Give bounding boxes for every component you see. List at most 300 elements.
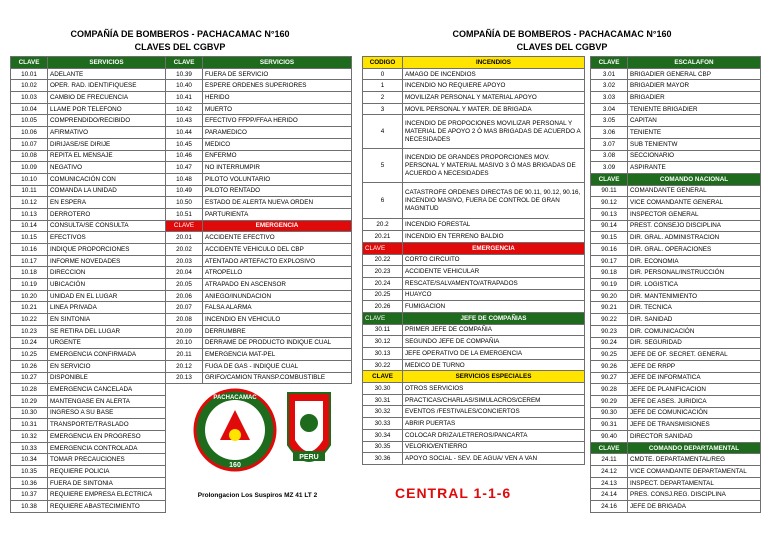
incendio-cell: INCENDIO DE GRANDES PROPORCIONES MOV. PERSONAL Y MATERIAL MASIVO 3 Ó MAS BRIGADAS DE ACUERDO A NECESIDADES <box>403 149 585 183</box>
departamental-row <box>591 477 761 489</box>
clave-cell: 10.20 <box>11 290 48 302</box>
rank-cell: CAPITAN <box>628 115 761 127</box>
code-cell: 3.05 <box>591 115 628 127</box>
service-cell: NO INTERRUMPIR <box>203 162 352 174</box>
code-cell: 30.36 <box>363 453 403 465</box>
subtitle-right: CLAVES DEL CGBVP <box>516 42 608 52</box>
nacional-row <box>591 232 761 244</box>
nacional-row <box>591 255 761 267</box>
nacional-row <box>591 314 761 326</box>
rank-cell: SUB TENIENTW <box>628 138 761 150</box>
code-cell: 20.26 <box>363 301 403 313</box>
code-cell: 90.26 <box>591 360 628 372</box>
code-cell: 2 <box>363 92 403 104</box>
header-cell: SERVICIOS ESPECIALES <box>403 371 585 383</box>
table-row <box>11 173 352 185</box>
clave-cell: 20.08 <box>166 314 203 326</box>
nacional-row <box>591 290 761 302</box>
rank-cell: TENIENTE BRIGADIER <box>628 103 761 115</box>
emergencia-row <box>363 301 585 313</box>
org-name-right: COMPAÑÍA DE BOMBEROS - PACHACAMAC N°160 <box>452 29 672 39</box>
desc-cell: PRACTICAS/CHARLAS/SIMULACROS/CEREM <box>403 394 585 406</box>
service-cell: CONSULTA/SE CONSULTA <box>48 220 166 232</box>
service-cell: ATRAPADO EN ASCENSOR <box>203 279 352 291</box>
desc-cell: DIRECTOR SANIDAD <box>628 431 761 443</box>
clave-cell: 20.02 <box>166 244 203 256</box>
code-cell: 3.06 <box>591 127 628 139</box>
emergencia-row <box>363 266 585 278</box>
clave-cell: 10.33 <box>11 442 48 454</box>
service-cell: EMERGENCIA CONFIRMADA <box>48 349 166 361</box>
service-cell: MANTENGASE EN ALERTA <box>48 395 166 407</box>
table-row <box>11 267 352 279</box>
desc-cell: DIR. GRAL. ADMINISTRACION <box>628 232 761 244</box>
table-row <box>11 290 352 302</box>
clave-cell: 10.05 <box>11 115 48 127</box>
table-row <box>11 208 352 220</box>
table-row <box>11 115 352 127</box>
table-row <box>11 360 352 372</box>
clave-cell: 20.04 <box>166 267 203 279</box>
nacional-row <box>591 407 761 419</box>
nacional-row <box>591 325 761 337</box>
especiales-row <box>363 453 585 465</box>
code-cell: 90.16 <box>591 244 628 256</box>
service-cell: ATENTADO ARTEFACTO EXPLOSIVO <box>203 255 352 267</box>
service-cell: DERRUMBRE <box>203 325 352 337</box>
rank-row <box>591 92 761 104</box>
clave-cell: 10.45 <box>166 138 203 150</box>
service-cell: CAMBIO DE FRECUENCIA <box>48 92 166 104</box>
desc-cell: OTROS SERVICIOS <box>403 383 585 395</box>
code-cell: 90.23 <box>591 325 628 337</box>
peru-shield-logo <box>288 393 330 461</box>
code-cell: 30.35 <box>363 441 403 453</box>
desc-cell: HUAYCO <box>403 289 585 301</box>
service-cell: REQUIERE EMPRESA ELECTRICA <box>48 489 166 501</box>
nacional-row <box>591 244 761 256</box>
clave-cell: 20.09 <box>166 325 203 337</box>
departamental-row <box>591 466 761 478</box>
departamental-row <box>591 501 761 513</box>
code-cell: 90.14 <box>591 220 628 232</box>
clave-cell: 10.10 <box>11 173 48 185</box>
departamental-row <box>591 489 761 501</box>
clave-cell: 10.01 <box>11 68 48 80</box>
incendio-row <box>363 115 585 149</box>
code-cell: 6 <box>363 183 403 219</box>
service-cell: EMERGENCIA CONTROLADA <box>48 442 166 454</box>
table-row <box>11 92 352 104</box>
code-cell: 24.12 <box>591 466 628 478</box>
code-cell: 90.31 <box>591 419 628 431</box>
code-cell: 90.11 <box>591 185 628 197</box>
clave-cell: 10.15 <box>11 232 48 244</box>
header-cell: CLAVE <box>591 57 628 69</box>
service-cell: ACCIDENTE VEHICULO DEL CBP <box>203 244 352 256</box>
header-cell: CLAVE <box>166 57 203 69</box>
code-cell: 90.17 <box>591 255 628 267</box>
header-row <box>591 57 761 69</box>
code-cell: 3.01 <box>591 68 628 80</box>
clave-cell: 10.39 <box>166 68 203 80</box>
clave-cell: 10.32 <box>11 431 48 443</box>
clave-cell: 10.44 <box>166 127 203 139</box>
clave-cell: 10.30 <box>11 407 48 419</box>
emergencia-row <box>363 289 585 301</box>
table-row <box>11 279 352 291</box>
incendio-cell: INCENDIO EN TERRENO BALDIO <box>403 231 585 243</box>
address: Prolongacion Los Suspiros MZ 41 LT 2 <box>197 492 318 499</box>
clave-cell: 10.36 <box>11 477 48 489</box>
service-cell: EFECTIVOS <box>48 232 166 244</box>
desc-cell: PREST. CONSEJO DISCIPLINA <box>628 220 761 232</box>
title-right <box>362 28 762 54</box>
nacional-row <box>591 384 761 396</box>
table-row <box>11 302 352 314</box>
especiales-row <box>363 418 585 430</box>
code-cell: 30.31 <box>363 394 403 406</box>
especiales-row <box>363 383 585 395</box>
code-cell: 90.19 <box>591 279 628 291</box>
incendio-cell: MOVILIZAR PERSONAL Y MATERIAL APOYO <box>403 92 585 104</box>
code-cell: 30.33 <box>363 418 403 430</box>
clave-cell: 10.37 <box>11 489 48 501</box>
clave-cell: 20.06 <box>166 290 203 302</box>
desc-cell: DIR. TECNICA <box>628 302 761 314</box>
service-cell: HERIDO <box>203 92 352 104</box>
header-cell: COMANDO NACIONAL <box>628 173 761 185</box>
header-cell: EMERGENCIA <box>403 242 585 254</box>
nacional-row <box>591 337 761 349</box>
desc-cell: PRES. CONSJ.REG. DISCIPLINA <box>628 489 761 501</box>
header-row <box>363 57 585 69</box>
code-cell: 3.09 <box>591 162 628 174</box>
header-cell: CLAVE <box>363 242 403 254</box>
table-row <box>11 337 352 349</box>
header-cell: CODIGO <box>363 57 403 69</box>
header-cell: SERVICIOS <box>203 57 352 69</box>
code-cell: 90.20 <box>591 290 628 302</box>
rank-row <box>591 103 761 115</box>
especiales-row <box>363 429 585 441</box>
emergencia-header-row <box>363 242 585 254</box>
service-cell: OPER. RAD. IDENTIFIQUESE <box>48 80 166 92</box>
jefe-row <box>363 348 585 360</box>
desc-cell: DIR. ECONOMIA <box>628 255 761 267</box>
rank-cell: SECCIONARIO <box>628 150 761 162</box>
clave-cell: 20.10 <box>166 337 203 349</box>
incendio-row <box>363 103 585 115</box>
table-row <box>11 349 352 361</box>
nacional-row <box>591 185 761 197</box>
clave-cell: 10.07 <box>11 138 48 150</box>
code-cell: 0 <box>363 68 403 80</box>
logo-group <box>190 385 340 485</box>
clave-cell: 10.29 <box>11 395 48 407</box>
clave-cell: 10.40 <box>166 80 203 92</box>
nacional-row <box>591 372 761 384</box>
nacional-row <box>591 220 761 232</box>
code-cell: 3.02 <box>591 80 628 92</box>
incendio-row <box>363 219 585 231</box>
clave-cell: 10.25 <box>11 349 48 361</box>
clave-cell: 10.41 <box>166 92 203 104</box>
clave-cell: 10.12 <box>11 197 48 209</box>
jefe-header-row <box>363 312 585 324</box>
code-cell: 20.22 <box>363 254 403 266</box>
service-cell: COMPRENDIDO/RECIBIDO <box>48 115 166 127</box>
code-cell: 90.22 <box>591 314 628 326</box>
code-cell: 30.32 <box>363 406 403 418</box>
code-cell: 20.24 <box>363 277 403 289</box>
table-row <box>11 150 352 162</box>
especiales-row <box>363 441 585 453</box>
desc-cell: DIR. SANIDAD <box>628 314 761 326</box>
desc-cell: DIR. COMUNICACIÓN <box>628 325 761 337</box>
rank-cell: BRIGADIER <box>628 92 761 104</box>
clave-cell: 10.02 <box>11 80 48 92</box>
rank-cell: BRIGADIER MAYOR <box>628 80 761 92</box>
desc-cell: DIR. GRAL. OPERACIONES <box>628 244 761 256</box>
rank-row <box>591 150 761 162</box>
clave-cell: 10.24 <box>11 337 48 349</box>
code-cell: 20.2 <box>363 219 403 231</box>
desc-cell: ACCIDENTE VEHICULAR <box>403 266 585 278</box>
table-row <box>11 325 352 337</box>
nacional-row <box>591 349 761 361</box>
service-cell: DERRAME DE PRODUCTO INDIQUE CUAL <box>203 337 352 349</box>
desc-cell: JEFE OPERATIVO DE LA EMERGENCIA <box>403 348 585 360</box>
service-cell: EFECTIVO FFPP/FFAA HERIDO <box>203 115 352 127</box>
clave-cell: 10.28 <box>11 384 48 396</box>
desc-cell: INSPECT. DEPARTAMENTAL <box>628 477 761 489</box>
service-cell: ANIEGO/INUNDACION <box>203 290 352 302</box>
table-row <box>11 220 352 232</box>
code-cell: 90.18 <box>591 267 628 279</box>
service-cell: INDIQUE PROPORCIONES <box>48 244 166 256</box>
header-row <box>11 57 352 69</box>
especiales-row <box>363 394 585 406</box>
service-cell: UNIDAD EN EL LUGAR <box>48 290 166 302</box>
table-row <box>11 232 352 244</box>
incendio-cell: INCENDIO FORESTAL <box>403 219 585 231</box>
header-cell: CLAVE <box>363 371 403 383</box>
service-cell: COMUNICACIÓN CON <box>48 173 166 185</box>
code-cell: 20.23 <box>363 266 403 278</box>
service-cell: DIRECCION <box>48 267 166 279</box>
service-cell: FALSA ALARMA <box>203 302 352 314</box>
header-cell: CLAVE <box>363 312 403 324</box>
code-cell: 30.34 <box>363 429 403 441</box>
rank-row <box>591 115 761 127</box>
service-cell: PILOTO VOLUNTARIO <box>203 173 352 185</box>
service-cell: LINEA PRIVADA <box>48 302 166 314</box>
code-cell: 3.04 <box>591 103 628 115</box>
code-cell: 5 <box>363 149 403 183</box>
clave-cell: 10.35 <box>11 466 48 478</box>
code-cell: 90.29 <box>591 395 628 407</box>
jefe-row <box>363 336 585 348</box>
emergencia-row <box>363 254 585 266</box>
desc-cell: MEDICO DE TURNO <box>403 359 585 371</box>
code-cell: 1 <box>363 80 403 92</box>
desc-cell: JEFE DE BRIGADA <box>628 501 761 513</box>
service-cell: MUERTO <box>203 103 352 115</box>
header-cell: CLAVE <box>591 173 628 185</box>
service-cell: EMERGENCIA EN PROGRESO <box>48 431 166 443</box>
incendio-row <box>363 68 585 80</box>
incendio-row <box>363 149 585 183</box>
rank-row <box>591 162 761 174</box>
code-cell: 24.11 <box>591 454 628 466</box>
clave-cell: 10.38 <box>11 501 48 513</box>
header-cell: JEFE DE COMPAÑIAS <box>403 312 585 324</box>
service-cell: SE RETIRA DEL LUGAR <box>48 325 166 337</box>
code-cell: 30.22 <box>363 359 403 371</box>
service-cell: DERROTERO <box>48 208 166 220</box>
service-cell: ESPERE ORDENES SUPERIORES <box>203 80 352 92</box>
incendio-cell: AMAGO DE INCENDIOS <box>403 68 585 80</box>
clave-cell: 10.11 <box>11 185 48 197</box>
clave-cell: 10.23 <box>11 325 48 337</box>
jefe-row <box>363 359 585 371</box>
service-cell: PARTURIENTA <box>203 208 352 220</box>
service-cell: EN ESPERA <box>48 197 166 209</box>
logos <box>190 385 340 485</box>
table-row <box>11 80 352 92</box>
code-cell: 30.30 <box>363 383 403 395</box>
code-cell: 90.40 <box>591 431 628 443</box>
service-cell: COMANDA LA UNIDAD <box>48 185 166 197</box>
clave-cell: 10.14 <box>11 220 48 232</box>
svg-text:PACHACAMAC: PACHACAMAC <box>213 395 257 401</box>
clave-cell: 10.27 <box>11 372 48 384</box>
clave-cell: 10.13 <box>11 208 48 220</box>
rank-cell: ASPIRANTE <box>628 162 761 174</box>
table-row <box>11 372 352 384</box>
service-cell: FUGA DE GAS - INDIQUE CUAL <box>203 360 352 372</box>
emergencia-row <box>363 277 585 289</box>
desc-cell: JEFE DE COMUNICACIÓN <box>628 407 761 419</box>
nacional-row <box>591 395 761 407</box>
clave-cell: 10.21 <box>11 302 48 314</box>
clave-header-cell: CLAVE <box>166 220 203 232</box>
code-cell: 30.13 <box>363 348 403 360</box>
departamental-row <box>591 454 761 466</box>
incendios-table <box>362 56 585 465</box>
service-cell: ATROPELLO <box>203 267 352 279</box>
incendio-cell: INCENDIO NO REQUIERE APOYO <box>403 80 585 92</box>
clave-cell: 10.04 <box>11 103 48 115</box>
nacional-row <box>591 431 761 443</box>
clave-cell: 20.07 <box>166 302 203 314</box>
incendio-row <box>363 231 585 243</box>
code-cell: 4 <box>363 115 403 149</box>
desc-cell: DIR. SEGURIDAD <box>628 337 761 349</box>
desc-cell: JEFE DE ASES. JURIDICA <box>628 395 761 407</box>
incendio-row <box>363 183 585 219</box>
clave-cell: 20.05 <box>166 279 203 291</box>
code-cell: 90.13 <box>591 208 628 220</box>
table-row <box>11 68 352 80</box>
incendio-row <box>363 92 585 104</box>
code-cell: 90.21 <box>591 302 628 314</box>
service-cell: DISPONIBLE <box>48 372 166 384</box>
desc-cell: CORTO CIRCUITO <box>403 254 585 266</box>
nacional-row <box>591 267 761 279</box>
desc-cell: VELORIO/ENTIERRO <box>403 441 585 453</box>
service-cell: REQUIERE ABASTECIMIENTO <box>48 501 166 513</box>
clave-cell: 10.46 <box>166 150 203 162</box>
desc-cell: COMANDANTE GENERAL <box>628 185 761 197</box>
clave-cell: 10.06 <box>11 127 48 139</box>
jefe-row <box>363 324 585 336</box>
nacional-row <box>591 419 761 431</box>
table-row <box>11 138 352 150</box>
incendio-cell: INCENDIO DE PROPOCIONES MOVILIZAR PERSONAL Y MATERIAL DE APOYO 2 Ó MAS BRIGADAS DE ACUERDO A NECESIDADES <box>403 115 585 149</box>
rank-row <box>591 68 761 80</box>
service-cell: URGENTE <box>48 337 166 349</box>
clave-cell: 20.03 <box>166 255 203 267</box>
service-cell: ADELANTE <box>48 68 166 80</box>
service-cell: REQUIERE POLICIA <box>48 466 166 478</box>
clave-cell: 10.17 <box>11 255 48 267</box>
service-cell: INGRESO A SU BASE <box>48 407 166 419</box>
table-row <box>11 197 352 209</box>
emergency-header-cell: EMERGENCIA <box>203 220 352 232</box>
code-cell: 3.08 <box>591 150 628 162</box>
header-cell: ESCALAFON <box>628 57 761 69</box>
rank-row <box>591 138 761 150</box>
code-cell: 24.13 <box>591 477 628 489</box>
table-row <box>11 244 352 256</box>
desc-cell: CMDTE. DEPARTAMENTAL/REG <box>628 454 761 466</box>
service-cell: PILOTO RENTADO <box>203 185 352 197</box>
desc-cell: INSPECTOR GENERAL <box>628 208 761 220</box>
code-cell: 3 <box>363 103 403 115</box>
clave-cell: 10.18 <box>11 267 48 279</box>
code-cell: 3.03 <box>591 92 628 104</box>
clave-cell: 10.50 <box>166 197 203 209</box>
service-cell: UBICACIÓN <box>48 279 166 291</box>
clave-cell: 10.19 <box>11 279 48 291</box>
clave-cell: 10.49 <box>166 185 203 197</box>
table-row <box>11 103 352 115</box>
service-cell: GRIFO/CAMION TRANSP.COMBUSTIBLE <box>203 372 352 384</box>
service-cell: TOMAR PRECAUCIONES <box>48 454 166 466</box>
desc-cell: PRIMER JEFE DE COMPAÑIA <box>403 324 585 336</box>
clave-cell: 10.31 <box>11 419 48 431</box>
subtitle-left: CLAVES DEL CGBVP <box>134 42 226 52</box>
nacional-row <box>591 279 761 291</box>
clave-cell: 10.08 <box>11 150 48 162</box>
desc-cell: DIR. LOGISTICA <box>628 279 761 291</box>
desc-cell: ABRIR PUERTAS <box>403 418 585 430</box>
incendio-cell: CATASTROFE ORDENES DIRECTAS DE 90.11, 90.12, 90.16, INCENDIO MASIVO, FUERA DE CONTROL DE GRAN MAGNITUD <box>403 183 585 219</box>
header-cell: CLAVE <box>591 442 628 454</box>
desc-cell: APOYO SOCIAL - SEV. DE AGUA/ VEN A VAN <box>403 453 585 465</box>
nacional-header-row <box>591 173 761 185</box>
nacional-row <box>591 197 761 209</box>
clave-cell: 10.26 <box>11 360 48 372</box>
code-cell: 90.30 <box>591 407 628 419</box>
code-cell: 90.28 <box>591 384 628 396</box>
service-cell: PARAMEDICO <box>203 127 352 139</box>
clave-cell: 10.16 <box>11 244 48 256</box>
nacional-row <box>591 302 761 314</box>
service-cell: EMERGENCIA MAT-PEL <box>203 349 352 361</box>
